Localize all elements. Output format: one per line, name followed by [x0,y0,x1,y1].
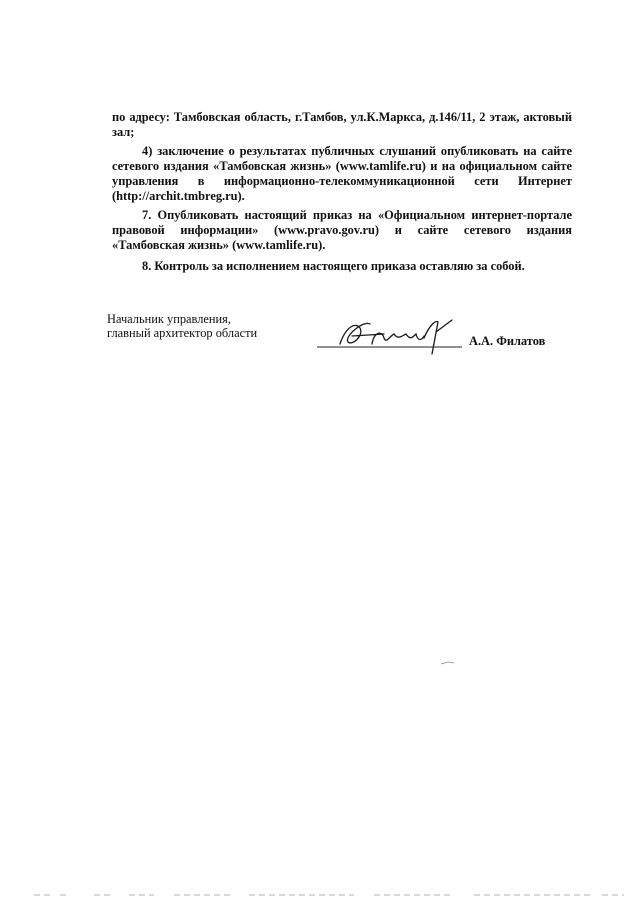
signature-block [107,312,577,362]
signer-title-line-1: Начальник управления, [107,312,231,326]
paragraph-item-8: 8. Контроль за исполнением настоящего приказа оставляю за собой. [142,259,525,273]
signer-name: А.А. Филатов [469,334,546,348]
document-body [112,110,572,274]
paragraph-address: по адресу: Тамбовская область, г.Тамбов, ул.К.Маркса, д.146/11, 2 этаж, актовый зал; [112,110,572,139]
handwritten-signature [312,314,472,359]
scan-footer-dashes [34,892,624,898]
scan-mark [440,660,456,666]
paragraph-item-4: 4) заключение о результатах публичных слушаний опубликовать на сайте сетевого издания «Тамбовская жизнь» (www.tamlife.ru) и на официальном сайте управления в информационно-телекоммуникационной сети Интернет (http://archit.tmbreg.ru). [112,144,572,203]
paragraph-item-7: 7. Опубликовать настоящий приказ на «Официальном интернет-портале правовой информации» (www.pravo.gov.ru) и сайте сетевого издания «Тамбовская жизнь» (www.tamlife.ru). [112,208,572,252]
signer-title-line-2: главный архитектор области [107,326,258,340]
